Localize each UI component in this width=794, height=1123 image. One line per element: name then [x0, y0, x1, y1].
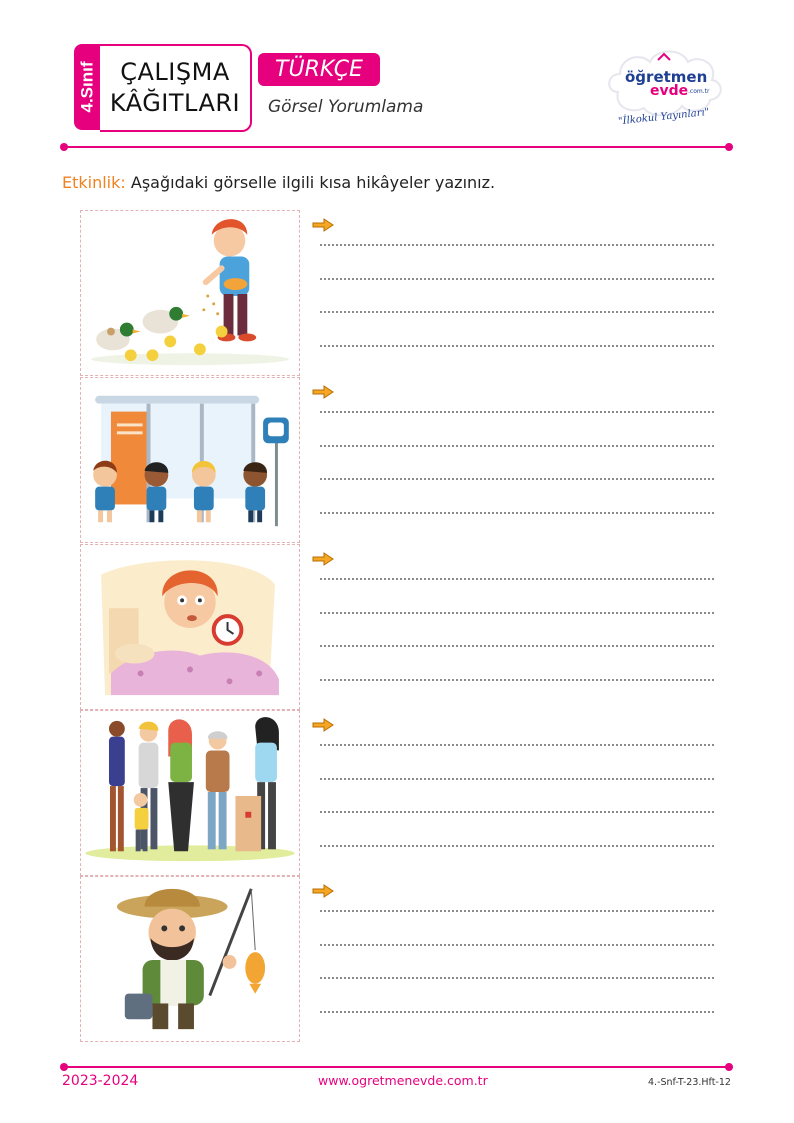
writing-line[interactable]	[320, 578, 714, 580]
footer-divider	[64, 1066, 729, 1068]
fisherman-with-fish-illustration	[80, 876, 300, 1042]
worksheet-title	[100, 44, 252, 132]
publisher-logo	[600, 40, 726, 132]
svg-text:.com.tr: .com.tr	[688, 88, 710, 95]
title-line-2: KÂĞITLARI	[109, 89, 241, 117]
header-divider	[64, 146, 729, 148]
writing-line[interactable]	[320, 744, 714, 746]
story-row-4	[80, 710, 728, 876]
story-row-5	[80, 876, 728, 1042]
children-at-bus-stop-illustration	[80, 377, 300, 543]
writing-line[interactable]	[320, 512, 714, 514]
people-waiting-in-line-illustration	[80, 710, 300, 876]
activity-text: Aşağıdaki görselle ilgili kısa hikâyeler yazınız.	[130, 173, 496, 192]
grade-tab	[74, 44, 100, 130]
website-link[interactable]: www.ogretmenevde.com.tr	[318, 1073, 488, 1088]
activity-instruction	[62, 173, 495, 192]
story-row-1	[80, 210, 728, 376]
arrow-icon	[312, 218, 334, 232]
writing-line[interactable]	[320, 778, 714, 780]
document-code: 4.-Snf-T-23.Hft-12	[648, 1077, 731, 1088]
arrow-icon	[312, 385, 334, 399]
svg-text:"İlkokul Yayınları": "İlkokul Yayınları"	[617, 106, 710, 128]
writing-line[interactable]	[320, 811, 714, 813]
writing-line[interactable]	[320, 1011, 714, 1013]
arrow-icon	[312, 884, 334, 898]
writing-line[interactable]	[320, 311, 714, 313]
writing-line[interactable]	[320, 411, 714, 413]
activity-label: Etkinlik:	[62, 173, 126, 192]
writing-line[interactable]	[320, 944, 714, 946]
grade-label: 4.Sınıf	[77, 61, 97, 113]
subject-badge: TÜRKÇE	[258, 53, 380, 86]
story-row-2	[80, 377, 728, 543]
story-row-3	[80, 544, 728, 710]
title-line-1: ÇALIŞMA	[120, 58, 230, 86]
boy-feeding-ducks-illustration	[80, 210, 300, 376]
writing-line[interactable]	[320, 445, 714, 447]
boy-waking-alarm-clock-illustration	[80, 544, 300, 710]
writing-line[interactable]	[320, 278, 714, 280]
arrow-icon	[312, 552, 334, 566]
writing-line[interactable]	[320, 244, 714, 246]
writing-line[interactable]	[320, 845, 714, 847]
writing-line[interactable]	[320, 612, 714, 614]
writing-line[interactable]	[320, 977, 714, 979]
writing-line[interactable]	[320, 910, 714, 912]
topic-subtitle: Görsel Yorumlama	[268, 97, 424, 117]
writing-line[interactable]	[320, 645, 714, 647]
arrow-icon	[312, 718, 334, 732]
school-year: 2023-2024	[62, 1073, 139, 1089]
svg-text:öğretmen: öğretmen	[625, 68, 708, 86]
writing-line[interactable]	[320, 478, 714, 480]
svg-text:evde: evde	[650, 83, 689, 99]
writing-line[interactable]	[320, 679, 714, 681]
writing-line[interactable]	[320, 345, 714, 347]
